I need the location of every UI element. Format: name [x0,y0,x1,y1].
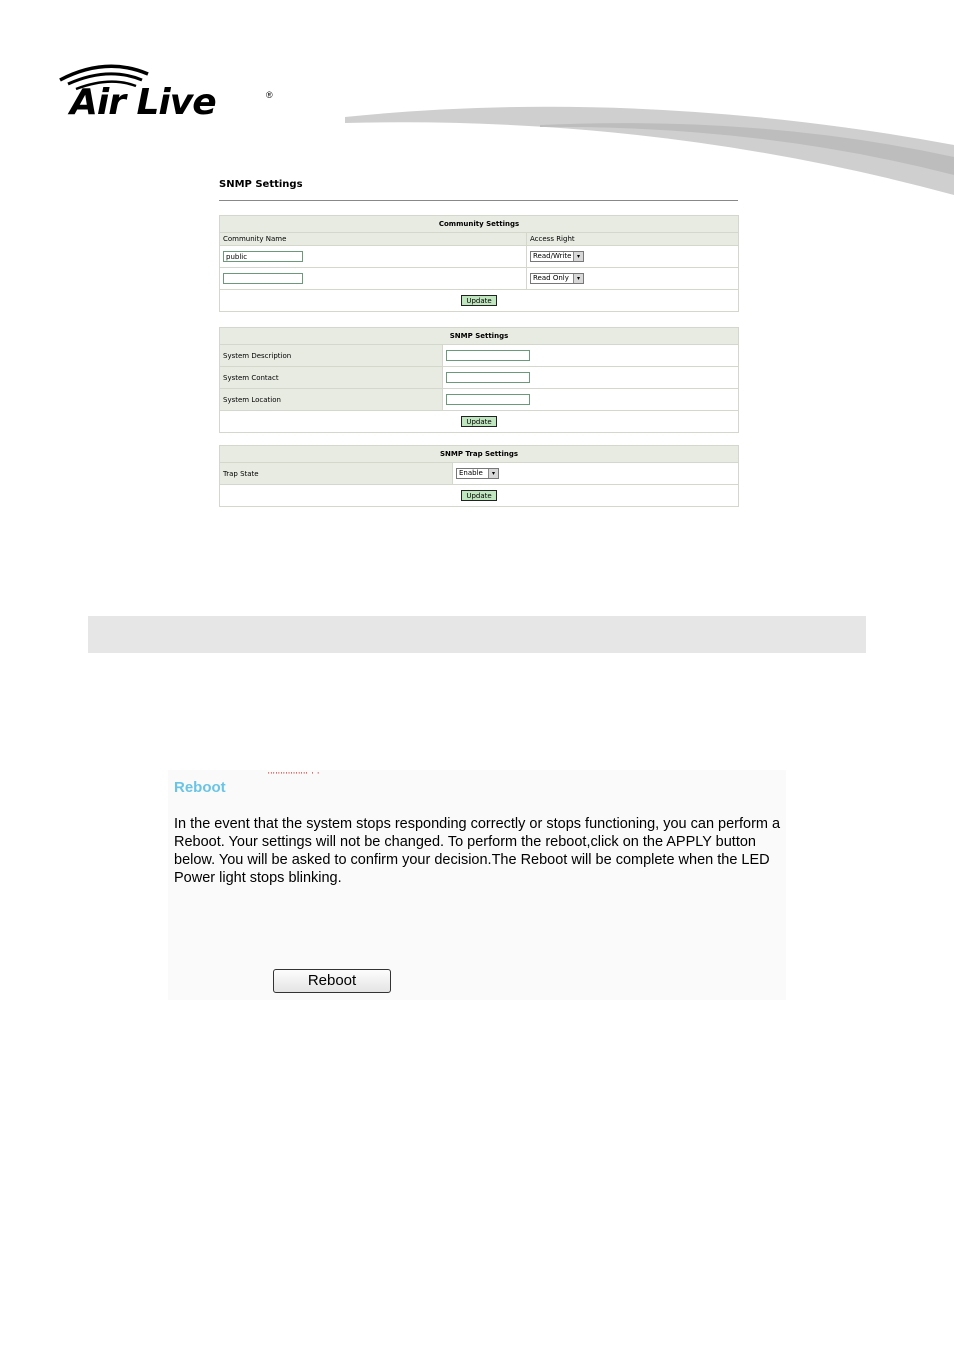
trap-state-label: Trap State [220,463,453,485]
airlive-logo [56,60,286,130]
table-row [220,268,739,290]
reboot-button[interactable]: Reboot [273,969,391,993]
system-contact-label: System Contact [220,367,443,389]
reboot-title: Reboot [174,779,226,796]
access-right-select[interactable]: Read Only ▾ [530,273,584,284]
community-name-input[interactable] [223,273,303,284]
reboot-description: In the event that the system stops responding correctly or stops functioning, you can perform a Reboot. Your settings will not be changed. To perform the reboot,click on the APPLY button below. You will be asked to confirm your decision.The Reboot will be complete when the LED Power light stops blinking. [174,816,781,886]
system-location-input[interactable] [446,394,530,405]
column-header-name: Community Name [220,233,527,246]
column-header-access: Access Right [527,233,739,246]
title-divider [219,200,738,201]
red-decoration: '''''''''''''''' ' ' [268,771,320,780]
section-header: SNMP Settings [220,328,739,345]
update-button[interactable]: Update [461,490,496,501]
community-name-input[interactable]: public [223,251,303,262]
system-contact-input[interactable] [446,372,530,383]
update-button[interactable]: Update [461,295,496,306]
update-button[interactable]: Update [461,416,496,427]
access-right-select[interactable]: Read/Write ▾ [530,251,584,262]
section-header: SNMP Trap Settings [220,446,739,463]
chevron-down-icon: ▾ [573,252,583,261]
chevron-down-icon: ▾ [573,274,583,283]
system-description-label: System Description [220,345,443,367]
registered-mark: ® [266,90,273,100]
community-settings-table [219,215,739,312]
table-row [220,246,739,268]
panel-title: SNMP Settings [219,179,303,190]
reboot-panel [168,770,786,1000]
snmp-settings-panel [219,175,738,510]
section-band [88,616,866,653]
snmp-settings-table [219,327,739,433]
chevron-down-icon: ▾ [488,469,498,478]
trap-state-select[interactable]: Enable ▾ [456,468,499,479]
system-description-input[interactable] [446,350,530,361]
section-header: Community Settings [220,216,739,233]
snmp-trap-settings-table [219,445,739,507]
logo-text: Air Live [70,82,216,123]
system-location-label: System Location [220,389,443,411]
